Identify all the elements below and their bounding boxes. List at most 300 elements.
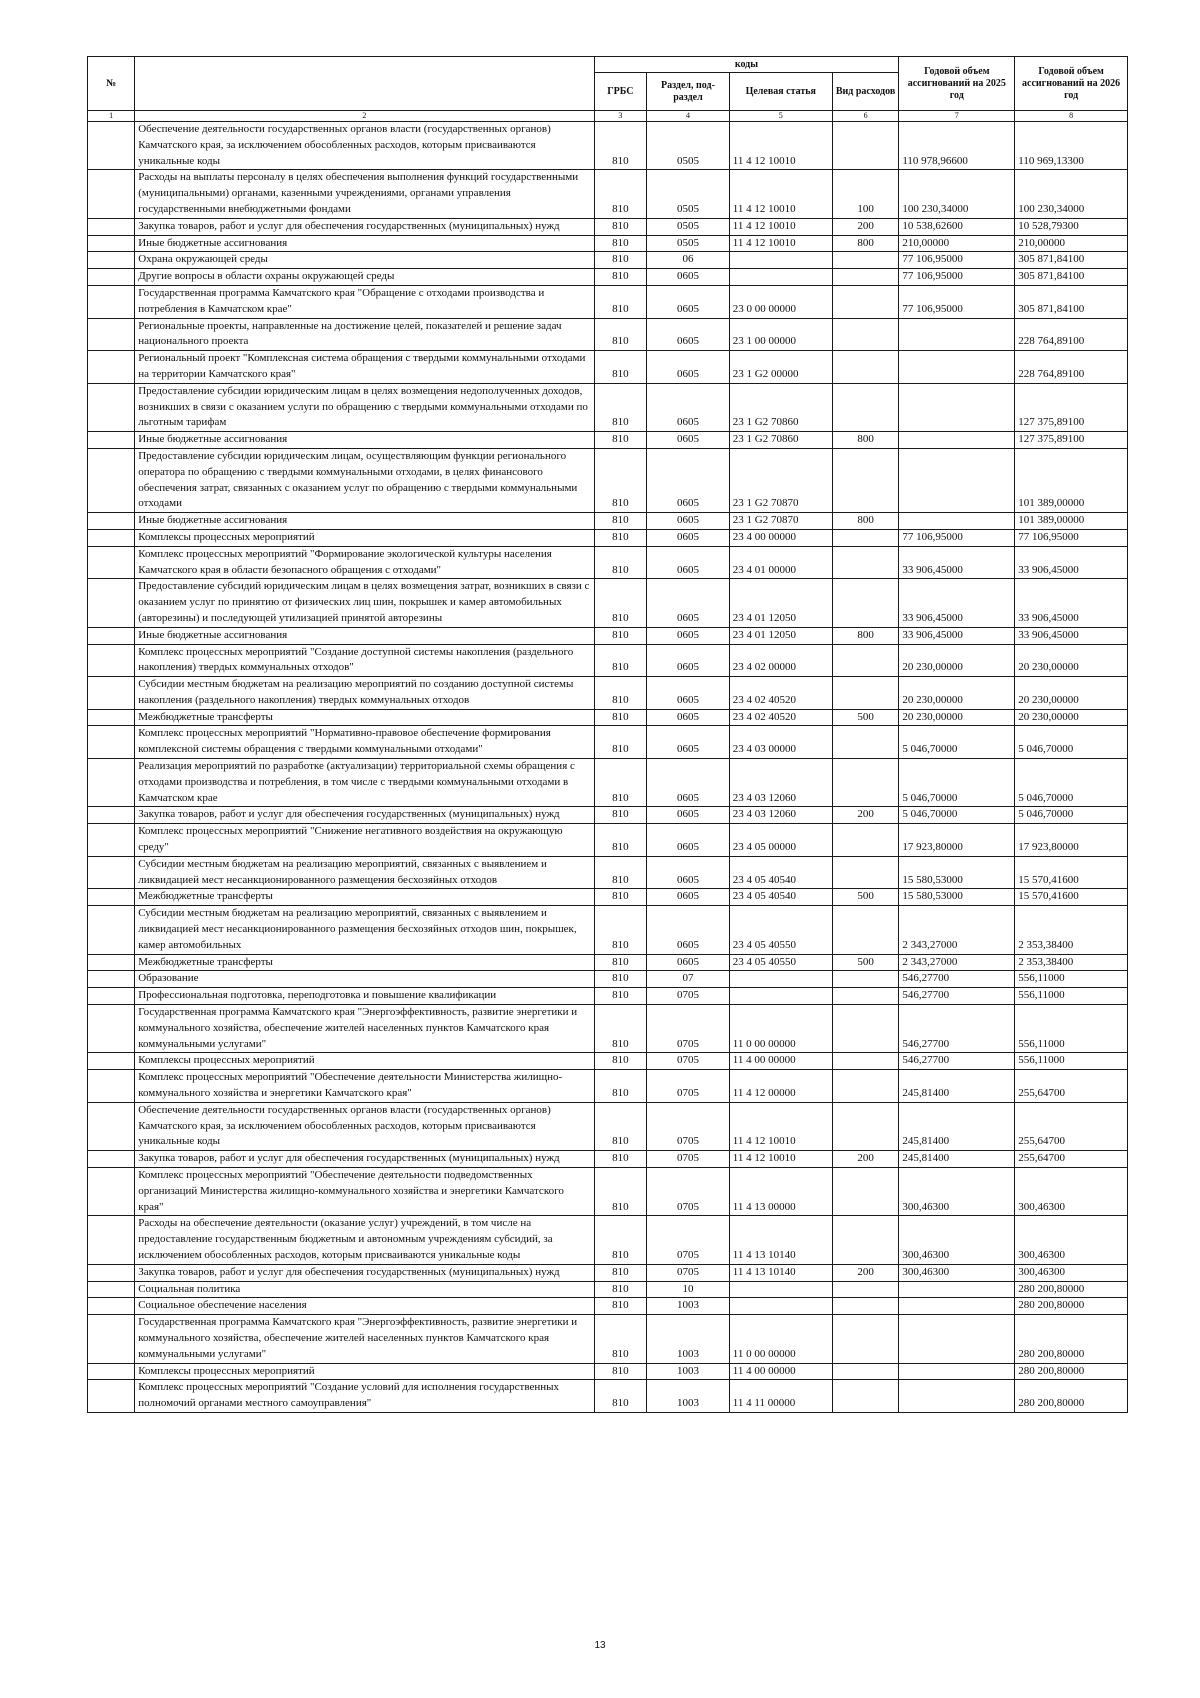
cell-v2026: 101 389,00000 [1015,513,1128,530]
header-razdel: Раздел, под-раздел [647,73,730,111]
cell-v2025: 17 923,80000 [899,824,1015,857]
cell-v2026: 305 871,84100 [1015,252,1128,269]
cell-cs: 23 4 03 12060 [729,807,832,824]
cell-razdel: 0605 [647,383,730,431]
cell-v2025: 245,81400 [899,1102,1015,1150]
cell-v2025: 546,27700 [899,971,1015,988]
cell-v2026: 20 230,00000 [1015,709,1128,726]
cell-cs: 11 4 00 00000 [729,1363,832,1380]
cell-name: Комплексы процессных мероприятий [135,1363,594,1380]
cell-kvr: 800 [832,627,899,644]
cell-cs: 11 4 13 10140 [729,1264,832,1281]
cell-no [88,1363,135,1380]
cell-kvr [832,1380,899,1413]
cell-name: Государственная программа Камчатского края "Энергоэффективность, развитие энергетики и коммунального хозяйства, обеспечение жителей населенных пунктов Камчатского края коммунальными услугами" [135,1005,594,1053]
cell-v2025: 15 580,53000 [899,856,1015,889]
table-row [88,1380,1128,1413]
cell-razdel: 1003 [647,1380,730,1413]
cell-v2026: 280 200,80000 [1015,1315,1128,1363]
column-index-cell: 1 [88,111,135,122]
cell-v2026: 20 230,00000 [1015,677,1128,710]
cell-kvr [832,122,899,170]
cell-grbs: 810 [594,889,647,906]
cell-v2026: 280 200,80000 [1015,1281,1128,1298]
cell-kvr [832,644,899,677]
cell-razdel: 0505 [647,170,730,218]
cell-v2026: 20 230,00000 [1015,644,1128,677]
table-row [88,383,1128,431]
table-row [88,235,1128,252]
cell-razdel: 0605 [647,759,730,807]
cell-no [88,807,135,824]
cell-kvr [832,529,899,546]
cell-v2026: 228 764,89100 [1015,318,1128,351]
cell-no [88,448,135,512]
cell-v2025: 5 046,70000 [899,759,1015,807]
cell-no [88,627,135,644]
table-row [88,1053,1128,1070]
cell-v2026: 77 106,95000 [1015,529,1128,546]
cell-no [88,1151,135,1168]
cell-cs: 23 4 02 00000 [729,644,832,677]
cell-kvr [832,351,899,384]
cell-cs [729,269,832,286]
cell-grbs: 810 [594,906,647,954]
cell-razdel: 0605 [647,448,730,512]
cell-v2025: 2 343,27000 [899,906,1015,954]
cell-name: Государственная программа Камчатского края "Энергоэффективность, развитие энергетики и коммунального хозяйства, обеспечение жителей населенных пунктов Камчатского края коммунальными услугами" [135,1315,594,1363]
cell-cs: 23 0 00 00000 [729,285,832,318]
cell-razdel: 0705 [647,1053,730,1070]
cell-grbs: 810 [594,269,647,286]
cell-kvr [832,1216,899,1264]
cell-name: Региональный проект "Комплексная система обращения с твердыми коммунальными отходами на территории Камчатского края" [135,351,594,384]
cell-name: Межбюджетные трансферты [135,709,594,726]
cell-v2026: 300,46300 [1015,1216,1128,1264]
cell-cs: 23 1 G2 70870 [729,448,832,512]
cell-cs: 11 4 12 10010 [729,235,832,252]
cell-cs: 11 0 00 00000 [729,1005,832,1053]
cell-name: Социальная политика [135,1281,594,1298]
cell-v2025: 10 538,62600 [899,218,1015,235]
cell-kvr [832,269,899,286]
cell-grbs: 810 [594,988,647,1005]
table-row [88,351,1128,384]
cell-v2026: 15 570,41600 [1015,856,1128,889]
cell-name: Предоставление субсидии юридическим лицам в целях возмещения недополученных доходов, возникших в связи с оказанием услуги по обращению с твердыми коммунальными отходами по льготным тарифам [135,383,594,431]
cell-name: Комплекс процессных мероприятий "Формирование экологической культуры населения Камчатского края в области безопасного обращения с отходами" [135,546,594,579]
cell-v2026: 280 200,80000 [1015,1298,1128,1315]
cell-cs: 23 4 02 40520 [729,677,832,710]
cell-kvr [832,1363,899,1380]
cell-v2026: 10 528,79300 [1015,218,1128,235]
cell-no [88,122,135,170]
cell-cs: 11 4 12 10010 [729,218,832,235]
cell-v2025: 5 046,70000 [899,807,1015,824]
cell-v2025 [899,432,1015,449]
cell-grbs: 810 [594,1264,647,1281]
table-body [88,111,1128,1413]
cell-v2026: 17 923,80000 [1015,824,1128,857]
cell-v2025: 33 906,45000 [899,546,1015,579]
table-row [88,807,1128,824]
cell-cs: 11 4 13 10140 [729,1216,832,1264]
cell-cs: 23 4 05 40540 [729,889,832,906]
cell-v2025 [899,1363,1015,1380]
cell-v2025: 546,27700 [899,1053,1015,1070]
cell-grbs: 810 [594,546,647,579]
cell-cs: 23 4 00 00000 [729,529,832,546]
cell-v2025: 2 343,27000 [899,954,1015,971]
cell-name: Субсидии местным бюджетам на реализацию мероприятий, связанных с выявлением и ликвидацией мест несанкционированного размещения бесхозяйных отходов [135,856,594,889]
cell-v2026: 100 230,34000 [1015,170,1128,218]
table-row [88,546,1128,579]
cell-cs: 11 4 12 10010 [729,170,832,218]
cell-v2025: 300,46300 [899,1216,1015,1264]
cell-cs: 23 1 G2 00000 [729,351,832,384]
table-row [88,726,1128,759]
cell-kvr [832,1281,899,1298]
cell-grbs: 810 [594,432,647,449]
header-v2025: Годовой объем ассигнований на 2025 год [899,57,1015,111]
cell-grbs: 810 [594,1315,647,1363]
cell-v2025: 33 906,45000 [899,579,1015,627]
cell-razdel: 1003 [647,1298,730,1315]
cell-no [88,1315,135,1363]
cell-no [88,677,135,710]
cell-name: Региональные проекты, направленные на достижение целей, показателей и решение задач национального проекта [135,318,594,351]
cell-razdel: 1003 [647,1363,730,1380]
table-row [88,709,1128,726]
cell-v2026: 127 375,89100 [1015,383,1128,431]
cell-no [88,759,135,807]
cell-cs: 23 1 G2 70860 [729,383,832,431]
cell-cs: 23 4 01 00000 [729,546,832,579]
cell-razdel: 0605 [647,269,730,286]
cell-grbs: 810 [594,513,647,530]
cell-name: Комплекс процессных мероприятий "Создание доступной системы накопления (раздельного накопления) твердых коммунальных отходов" [135,644,594,677]
cell-grbs: 810 [594,351,647,384]
table-row [88,1363,1128,1380]
cell-no [88,1005,135,1053]
cell-v2025 [899,448,1015,512]
table-row [88,285,1128,318]
cell-name: Иные бюджетные ассигнования [135,235,594,252]
cell-cs: 11 4 12 10010 [729,122,832,170]
cell-kvr [832,383,899,431]
cell-razdel: 0605 [647,709,730,726]
cell-kvr [832,906,899,954]
cell-name: Комплекс процессных мероприятий "Создание условий для исполнения государственных полномочий органами местного самоуправления" [135,1380,594,1413]
cell-grbs: 810 [594,252,647,269]
cell-no [88,529,135,546]
cell-name: Комплекс процессных мероприятий "Снижение негативного воздействия на окружающую среду" [135,824,594,857]
cell-v2026: 255,64700 [1015,1070,1128,1103]
cell-grbs: 810 [594,1005,647,1053]
cell-grbs: 810 [594,448,647,512]
header-codes: коды [594,57,899,73]
table-row [88,1151,1128,1168]
cell-kvr [832,759,899,807]
cell-v2025: 5 046,70000 [899,726,1015,759]
table-row [88,432,1128,449]
cell-kvr [832,856,899,889]
cell-name: Реализация мероприятий по разработке (актуализации) территориальной схемы обращения с отходами производства и потребления, в том числе с твердыми коммунальными отходами в Камчатском крае [135,759,594,807]
table-row [88,1264,1128,1281]
cell-name: Комплекс процессных мероприятий "Обеспечение деятельности подведомственных организаций Министерства жилищно-коммунального хозяйства и энергетики Камчатского края" [135,1168,594,1216]
cell-no [88,1070,135,1103]
cell-v2025: 245,81400 [899,1151,1015,1168]
cell-name: Государственная программа Камчатского края "Обращение с отходами производства и потребления в Камчатском крае" [135,285,594,318]
header-grbs: ГРБС [594,73,647,111]
cell-kvr: 500 [832,709,899,726]
cell-razdel: 0505 [647,122,730,170]
cell-razdel: 0605 [647,579,730,627]
cell-grbs: 810 [594,856,647,889]
cell-razdel: 0705 [647,1005,730,1053]
cell-cs [729,988,832,1005]
cell-razdel: 06 [647,252,730,269]
cell-v2025: 20 230,00000 [899,644,1015,677]
cell-razdel: 0705 [647,1168,730,1216]
cell-grbs: 810 [594,1281,647,1298]
cell-no [88,318,135,351]
cell-razdel: 0605 [647,351,730,384]
cell-no [88,235,135,252]
cell-cs: 11 0 00 00000 [729,1315,832,1363]
cell-name: Образование [135,971,594,988]
cell-no [88,546,135,579]
cell-no [88,726,135,759]
cell-cs: 23 4 01 12050 [729,579,832,627]
table-row [88,1070,1128,1103]
cell-name: Предоставление субсидий юридическим лицам в целях возмещения затрат, возникших в связи с оказанием услуг по принятию от физических лиц шин, покрышек и камер автомобильных (авторезины) и последующей утилизацией принятой авторезины [135,579,594,627]
column-index-cell: 4 [647,111,730,122]
cell-grbs: 810 [594,1380,647,1413]
cell-name: Иные бюджетные ассигнования [135,513,594,530]
cell-name: Расходы на обеспечение деятельности (оказание услуг) учреждений, в том числе на предоставление государственным бюджетным и автономным учреждениям субсидий, за исключением обособленных расходов, которым присваиваются уникальные коды [135,1216,594,1264]
table-row [88,1298,1128,1315]
cell-cs [729,252,832,269]
cell-v2026: 5 046,70000 [1015,759,1128,807]
cell-cs: 23 1 G2 70860 [729,432,832,449]
cell-v2025: 245,81400 [899,1070,1015,1103]
table-row [88,1005,1128,1053]
table-row [88,627,1128,644]
cell-kvr [832,824,899,857]
cell-razdel: 0605 [647,318,730,351]
cell-razdel: 0605 [647,529,730,546]
cell-kvr [832,1005,899,1053]
header-name [135,57,594,111]
cell-no [88,170,135,218]
cell-grbs: 810 [594,627,647,644]
header-v2026: Годовой объем ассигнований на 2026 год [1015,57,1128,111]
cell-grbs: 810 [594,1363,647,1380]
cell-name: Закупка товаров, работ и услуг для обеспечения государственных (муниципальных) нужд [135,218,594,235]
column-index-cell: 5 [729,111,832,122]
cell-v2026: 210,00000 [1015,235,1128,252]
cell-v2026: 280 200,80000 [1015,1363,1128,1380]
cell-no [88,971,135,988]
cell-razdel: 0705 [647,1070,730,1103]
cell-no [88,1264,135,1281]
table-row [88,1216,1128,1264]
cell-no [88,252,135,269]
cell-grbs: 810 [594,235,647,252]
cell-grbs: 810 [594,971,647,988]
cell-grbs: 810 [594,759,647,807]
cell-cs: 23 4 01 12050 [729,627,832,644]
cell-v2026: 5 046,70000 [1015,807,1128,824]
table-row [88,218,1128,235]
cell-v2025 [899,1281,1015,1298]
cell-kvr [832,1053,899,1070]
cell-name: Межбюджетные трансферты [135,954,594,971]
cell-no [88,269,135,286]
cell-cs [729,971,832,988]
cell-grbs: 810 [594,383,647,431]
cell-grbs: 810 [594,1070,647,1103]
table-row [88,252,1128,269]
cell-name: Предоставление субсидии юридическим лицам, осуществляющим функции регионального оператора по обращению с твердыми коммунальными отходами, в целях финансового обеспечения затрат, связанных с оказанием услуг по обращению с твердыми коммунальными отходами [135,448,594,512]
cell-v2026: 556,11000 [1015,971,1128,988]
cell-kvr [832,1070,899,1103]
cell-v2026: 280 200,80000 [1015,1380,1128,1413]
cell-v2026: 556,11000 [1015,988,1128,1005]
cell-grbs: 810 [594,726,647,759]
table-row [88,1168,1128,1216]
cell-razdel: 0705 [647,1151,730,1168]
cell-razdel: 0705 [647,1216,730,1264]
cell-name: Иные бюджетные ассигнования [135,627,594,644]
cell-kvr [832,579,899,627]
cell-no [88,856,135,889]
column-index-cell: 2 [135,111,594,122]
cell-cs: 23 4 05 00000 [729,824,832,857]
cell-name: Комплексы процессных мероприятий [135,529,594,546]
cell-razdel: 0505 [647,235,730,252]
table-row [88,1281,1128,1298]
cell-name: Расходы на выплаты персоналу в целях обеспечения выполнения функций государственными (муниципальными) органами, казенными учреждениями, органами управления государственными внебюджетными фондами [135,170,594,218]
cell-v2025: 20 230,00000 [899,677,1015,710]
cell-name: Социальное обеспечение населения [135,1298,594,1315]
cell-kvr: 100 [832,170,899,218]
cell-v2026: 255,64700 [1015,1151,1128,1168]
table-row [88,170,1128,218]
cell-v2026: 228 764,89100 [1015,351,1128,384]
cell-name: Закупка товаров, работ и услуг для обеспечения государственных (муниципальных) нужд [135,1151,594,1168]
cell-no [88,351,135,384]
cell-no [88,1216,135,1264]
cell-v2026: 127 375,89100 [1015,432,1128,449]
cell-cs: 23 4 03 12060 [729,759,832,807]
cell-no [88,644,135,677]
table-row [88,824,1128,857]
cell-name: Закупка товаров, работ и услуг для обеспечения государственных (муниципальных) нужд [135,807,594,824]
cell-v2026: 33 906,45000 [1015,546,1128,579]
cell-cs: 23 4 05 40550 [729,906,832,954]
cell-v2025 [899,1380,1015,1413]
cell-v2025 [899,383,1015,431]
cell-v2025: 100 230,34000 [899,170,1015,218]
cell-name: Субсидии местным бюджетам на реализацию мероприятий по созданию доступной системы накопления (раздельного накопления) твердых коммунальных отходов [135,677,594,710]
cell-grbs: 810 [594,954,647,971]
cell-no [88,383,135,431]
cell-kvr [832,726,899,759]
cell-cs: 23 4 05 40550 [729,954,832,971]
cell-grbs: 810 [594,1216,647,1264]
header-kvr: Вид расходов [832,73,899,111]
cell-kvr [832,988,899,1005]
cell-grbs: 810 [594,824,647,857]
cell-name: Комплекс процессных мероприятий "Нормативно-правовое обеспечение формирования комплексной системы обращения с твердыми коммунальными отходами" [135,726,594,759]
cell-v2025: 77 106,95000 [899,529,1015,546]
table-row [88,1315,1128,1363]
cell-razdel: 0705 [647,1264,730,1281]
cell-name: Обеспечение деятельности государственных органов власти (государственных органов) Камчатского края, за исключением обособленных расходов, которым присваиваются уникальные коды [135,122,594,170]
table-row [88,988,1128,1005]
column-index-cell: 8 [1015,111,1128,122]
cell-v2025: 546,27700 [899,988,1015,1005]
cell-no [88,513,135,530]
cell-v2025: 77 106,95000 [899,285,1015,318]
cell-cs: 11 4 00 00000 [729,1053,832,1070]
cell-razdel: 10 [647,1281,730,1298]
cell-v2025: 77 106,95000 [899,269,1015,286]
cell-v2026: 33 906,45000 [1015,627,1128,644]
cell-name: Субсидии местным бюджетам на реализацию мероприятий, связанных с выявлением и ликвидацией мест несанкционированного размещения бесхозяйных отходов шин, покрышек, камер автомобильных [135,906,594,954]
cell-razdel: 0605 [647,889,730,906]
cell-no [88,1281,135,1298]
cell-razdel: 0705 [647,988,730,1005]
cell-kvr: 500 [832,954,899,971]
cell-no [88,954,135,971]
cell-name: Охрана окружающей среды [135,252,594,269]
cell-grbs: 810 [594,1151,647,1168]
cell-kvr: 500 [832,889,899,906]
cell-no [88,988,135,1005]
cell-v2026: 305 871,84100 [1015,269,1128,286]
cell-cs: 11 4 12 10010 [729,1151,832,1168]
cell-kvr [832,318,899,351]
cell-razdel: 1003 [647,1315,730,1363]
cell-v2025: 15 580,53000 [899,889,1015,906]
cell-v2026: 5 046,70000 [1015,726,1128,759]
cell-cs: 11 4 13 00000 [729,1168,832,1216]
cell-cs: 11 4 12 10010 [729,1102,832,1150]
cell-v2025 [899,318,1015,351]
cell-name: Профессиональная подготовка, переподготовка и повышение квалификации [135,988,594,1005]
cell-no [88,1102,135,1150]
cell-v2025: 210,00000 [899,235,1015,252]
cell-razdel: 0605 [647,432,730,449]
table-row [88,529,1128,546]
cell-razdel: 0605 [647,627,730,644]
cell-kvr [832,1298,899,1315]
cell-kvr [832,971,899,988]
cell-name: Межбюджетные трансферты [135,889,594,906]
cell-v2026: 33 906,45000 [1015,579,1128,627]
cell-razdel: 07 [647,971,730,988]
cell-grbs: 810 [594,285,647,318]
cell-razdel: 0605 [647,726,730,759]
cell-cs: 23 4 05 40540 [729,856,832,889]
cell-v2025 [899,513,1015,530]
budget-table [87,56,1128,1413]
table-row [88,513,1128,530]
cell-grbs: 810 [594,218,647,235]
